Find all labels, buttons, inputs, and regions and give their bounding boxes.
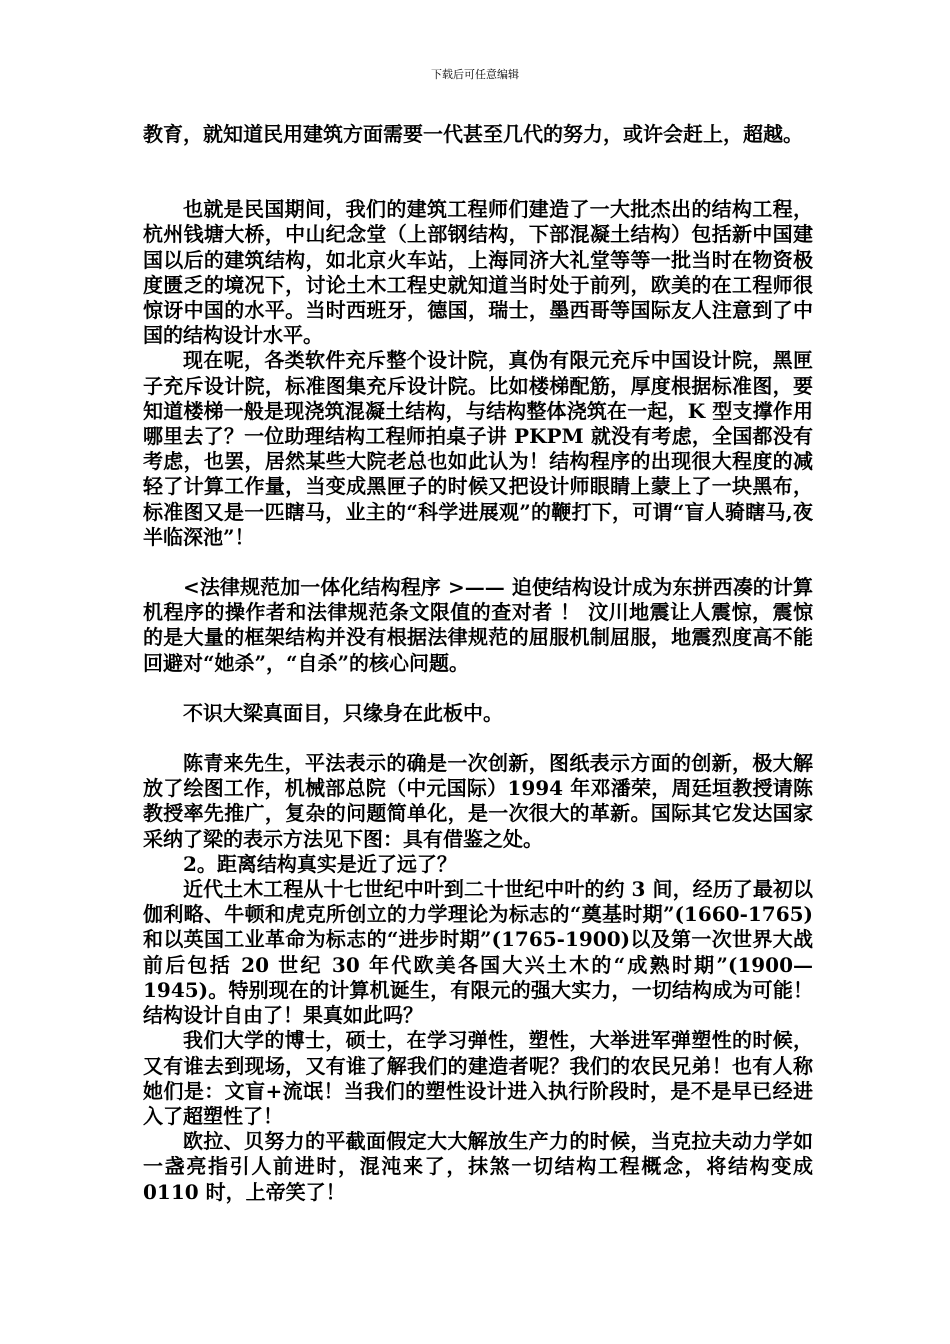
paragraph-9: 欧拉、贝努力的平截面假定大大解放生产力的时候，当克拉夫动力学如一盏亮指引人前进时，混沌来了，抹煞一切结构工程概念，将结构变成 0110 时，上帝笑了！	[143, 1129, 813, 1204]
paragraph-7: 近代土木工程从十七世纪中叶到二十世纪中叶的约 3 间，经历了最初以伽利略、牛顿和虎克所创立的力学理论为标志的“奠基时期”(1660-1765)和以英国工业革命为标志的“进步时期”(1765-1900)以及第一次世界大战前后包括 20 世纪 30 年代欧美各国大兴土木的“成熟时期”(1900—1945)。特别现在的计算机诞生，有限元的强大实力，一切结构成为可能！结构设计自由了！果真如此吗？	[143, 877, 813, 1028]
spacer	[143, 147, 813, 197]
document-body	[143, 122, 813, 1205]
paragraph-1: 教育，就知道民用建筑方面需要一代甚至几代的努力，或许会赶上，超越。	[143, 122, 803, 146]
spacer	[143, 726, 813, 751]
paragraph-6: 陈青来先生，平法表示的确是一次创新，图纸表示方面的创新，极大解放了绘图工作，机械部总院（中元国际）1994 年邓潘荣，周廷垣教授请陈教授率先推广，复杂的问题简单化，是一次很大的革新。国际其它发达国家采纳了梁的表示方法见下图：具有借鉴之处。	[143, 751, 813, 851]
paragraph-2: 也就是民国期间，我们的建筑工程师们建造了一大批杰出的结构工程，杭州钱塘大桥，中山纪念堂（上部钢结构，下部混凝土结构）包括新中国建国以后的建筑结构，如北京火车站，上海同济大礼堂等等一批当时在物资极度匮乏的境况下，讨论土木工程史就知道当时处于前列，欧美的在工程师很惊讶中国的水平。当时西班牙，德国，瑞士，墨西哥等国际友人注意到了中国的结构设计水平。	[143, 197, 813, 348]
paragraph-5: 不识大梁真面目，只缘身在此板中。	[183, 700, 503, 725]
paragraph-8: 我们大学的博士，硕士，在学习弹性，塑性，大举进军弹塑性的时候，又有谁去到现场，又有谁了解我们的建造者呢？我们的农民兄弟！也有人称她们是：文盲+流氓！当我们的塑性设计进入执行阶段时，是不是早已经进入了超塑性了！	[143, 1028, 813, 1128]
spacer	[143, 550, 813, 575]
section-heading: 2。距离结构真实是近了远了？	[183, 851, 457, 876]
paragraph-4: <法律规范加一体化结构程序 >—— 迫使结构设计成为东拼西凑的计算机程序的操作者和法律规范条文限值的查对者 ！ 汶川地震让人震惊，震惊的是大量的框架结构并没有根据法律规范的屈服机制屈服，地震烈度高不能回避对“她杀”，“自杀”的核心问题。	[143, 575, 813, 675]
spacer	[143, 676, 813, 701]
page-header: 下载后可任意编辑	[431, 68, 519, 81]
paragraph-3: 现在呢，各类软件充斥整个设计院，真伪有限元充斥中国设计院，黑匣子充斥设计院，标准图集充斥设计院。比如楼梯配筋，厚度根据标准图，要知道楼梯一般是现浇筑混凝土结构，与结构整体浇筑在一起，K 型支撑作用哪里去了？一位助理结构工程师拍桌子讲 PKPM 就没有考虑，全国都没有考虑，也罢，居然某些大院老总也如此认为！结构程序的出现很大程度的减轻了计算工作量，当变成黑匣子的时候又把设计师眼睛上蒙上了一块黑布，标准图又是一匹瞎马，业主的“科学进展观”的鞭打下，可谓“盲人骑瞎马,夜半临深池”！	[143, 348, 813, 549]
